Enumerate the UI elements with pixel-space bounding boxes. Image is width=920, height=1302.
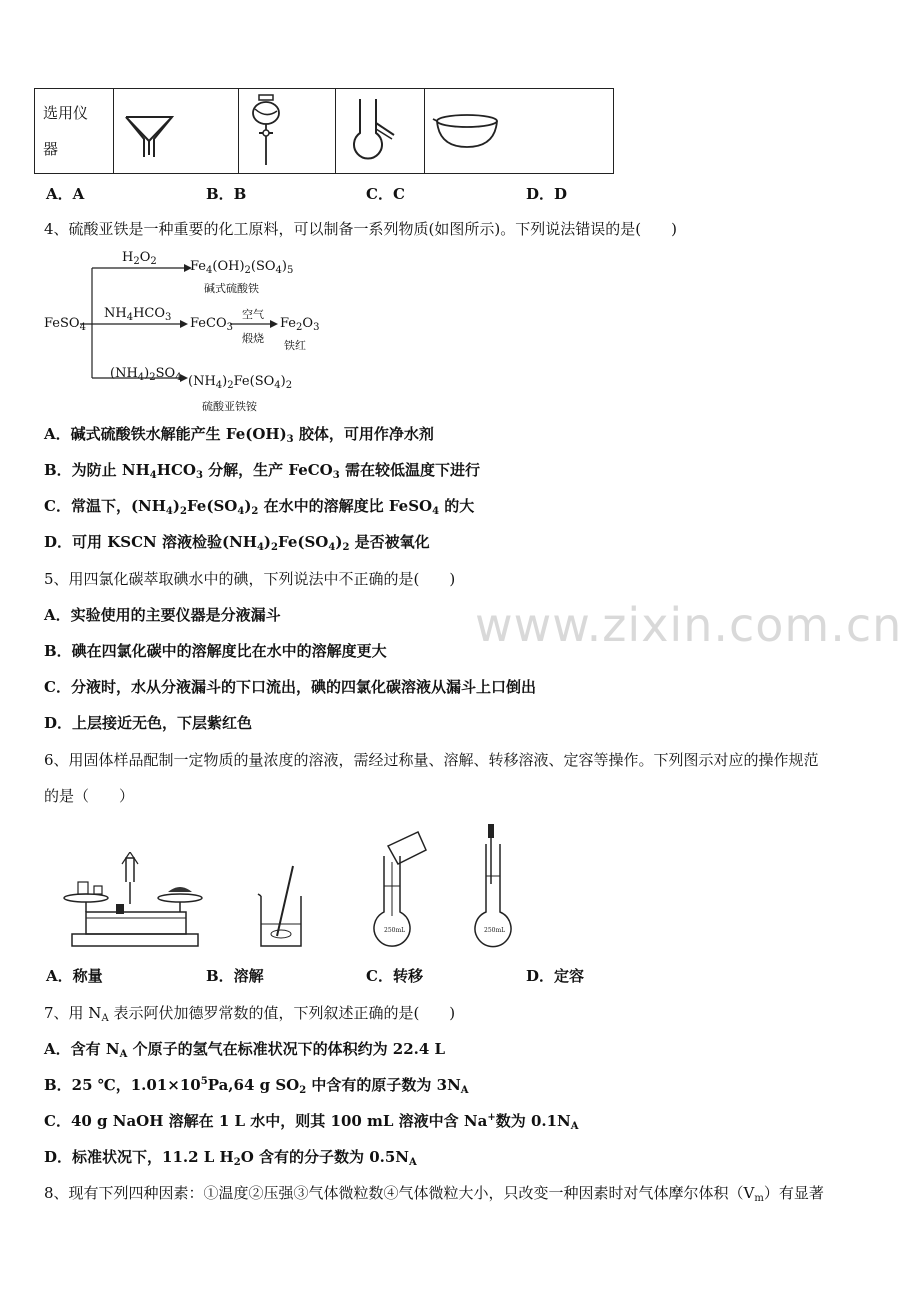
diagram-start: FeSO$_4$ xyxy=(44,316,86,333)
q5-option-d[interactable]: D．上层接近无色，下层紫红色 xyxy=(44,714,253,732)
q4-option-c[interactable]: C．常温下，$(NH_4)_2Fe(SO_4)_2$ 在水中的溶解度比 FeSO$_4$ 的大 xyxy=(44,497,475,517)
q5-option-b[interactable]: B．碘在四氯化碳中的溶解度比在水中的溶解度更大 xyxy=(44,642,387,660)
q6-stem-line-2: 的是（ ） xyxy=(44,787,135,805)
diagram-product-2: FeCO$_3$ xyxy=(190,316,233,333)
diagram-product-1-name: 碱式硫酸铁 xyxy=(204,282,259,295)
q8-stem: 8、现有下列四种因素：①温度②压强③气体微粒数④气体微粒大小，只改变一种因素时对气体摩尔体积$(V_m)$有显著 xyxy=(44,1184,824,1204)
diagram-product-1: $Fe_4(OH)_2(SO_4)_5$ xyxy=(190,259,294,276)
q3-option-d[interactable]: D．D xyxy=(526,185,568,203)
q5-option-c[interactable]: C．分液时，水从分液漏斗的下口流出，碘的四氯化碳溶液从漏斗上口倒出 xyxy=(44,678,536,696)
table-label: 选用仪 器 xyxy=(35,89,114,174)
q7-stem: 7、用 $N_A$ 表示阿伏加德罗常数的值，下列叙述正确的是( ) xyxy=(44,1004,456,1024)
diagram-reagent-3-bottom: 煅烧 xyxy=(242,332,264,345)
separatory-funnel-cell xyxy=(239,89,336,174)
diagram-product-4: $(NH_4)_2Fe(SO_4)_2$ xyxy=(188,374,293,391)
volumetric-flask-pouring-icon xyxy=(362,826,432,956)
q7-option-d[interactable]: D．标准状况下，11.2 L $H_2O$ 含有的分子数为 $0.5N_A$ xyxy=(44,1148,417,1168)
q7-option-b[interactable]: B．25 ℃，$1.01\times 10^5Pa,64$ g $SO_2$ 中含有的原子数为 $3N_A$ xyxy=(44,1076,469,1096)
diagram-reagent-4: $(NH_4)_2SO_4$ xyxy=(110,366,182,383)
diagram-reagent-1: $H_2O_2$ xyxy=(122,250,157,267)
q3-option-b[interactable]: B．B xyxy=(206,185,247,203)
q5-option-a[interactable]: A．实验使用的主要仪器是分液漏斗 xyxy=(44,606,281,624)
volumetric-flask-dropper-icon xyxy=(470,824,530,954)
funnel-cell xyxy=(114,89,239,174)
funnel-icon xyxy=(114,89,238,173)
q3-option-a[interactable]: A．A xyxy=(46,185,85,203)
q6-option-b[interactable]: B．溶解 xyxy=(206,967,264,985)
balance-icon xyxy=(56,852,206,952)
q3-option-c[interactable]: C．C xyxy=(366,185,405,203)
svg-text:250mL: 250mL xyxy=(484,927,506,934)
q5-stem: 5、用四氯化碳萃取碘水中的碘，下列说法中不正确的是( ) xyxy=(44,570,456,588)
q7-option-c[interactable]: C．40 g NaOH 溶解在 1 L 水中，则其 100 mL 溶液中含 Na+数为 $0.1N_A$ xyxy=(44,1112,579,1132)
q6-option-c[interactable]: C．转移 xyxy=(366,967,423,985)
svg-text:250mL: 250mL xyxy=(384,927,406,934)
distillation-flask-icon xyxy=(336,89,424,173)
dish-cell xyxy=(425,89,614,174)
diagram-product-3-name: 铁红 xyxy=(284,339,306,352)
q7-option-a[interactable]: A．含有 $N_A$ 个原子的氢气在标准状况下的体积约为 22.4 L xyxy=(44,1040,446,1060)
q4-stem: 4、硫酸亚铁是一种重要的化工原料，可以制备一系列物质(如图所示)。下列说法错误的是( ) xyxy=(44,220,677,238)
watermark: www.zixin.com.cn xyxy=(475,598,903,652)
q4-option-d[interactable]: D．可用 KSCN 溶液检验$(NH_4)_2Fe(SO_4)_2$ 是否被氧化 xyxy=(44,533,430,553)
flask-cell xyxy=(336,89,425,174)
q4-option-a[interactable]: A．碱式硫酸铁水解能产生 $Fe(OH)_3$ 胶体，可用作净水剂 xyxy=(44,425,434,445)
diagram-product-3: $Fe_2O_3$ xyxy=(280,316,320,333)
q6-option-a[interactable]: A．称量 xyxy=(46,967,103,985)
q4-option-b[interactable]: B．为防止 $NH_4HCO_3$ 分解，生产 FeCO$_3$ 需在较低温度下进行 xyxy=(44,461,480,481)
evaporating-dish-icon xyxy=(425,89,613,173)
separatory-funnel-icon xyxy=(239,89,335,173)
beaker-stirring-icon xyxy=(255,862,315,952)
instrument-table xyxy=(34,88,614,174)
diagram-product-4-name: 硫酸亚铁铵 xyxy=(202,400,257,413)
q6-stem-line-1: 6、用固体样品配制一定物质的量浓度的溶液，需经过称量、溶解、转移溶液、定容等操作。下列图示对应的操作规范 xyxy=(44,751,819,769)
diagram-reagent-3-top: 空气 xyxy=(242,308,264,321)
diagram-reagent-2: $NH_4HCO_3$ xyxy=(104,306,172,323)
q6-option-d[interactable]: D．定容 xyxy=(526,967,585,985)
